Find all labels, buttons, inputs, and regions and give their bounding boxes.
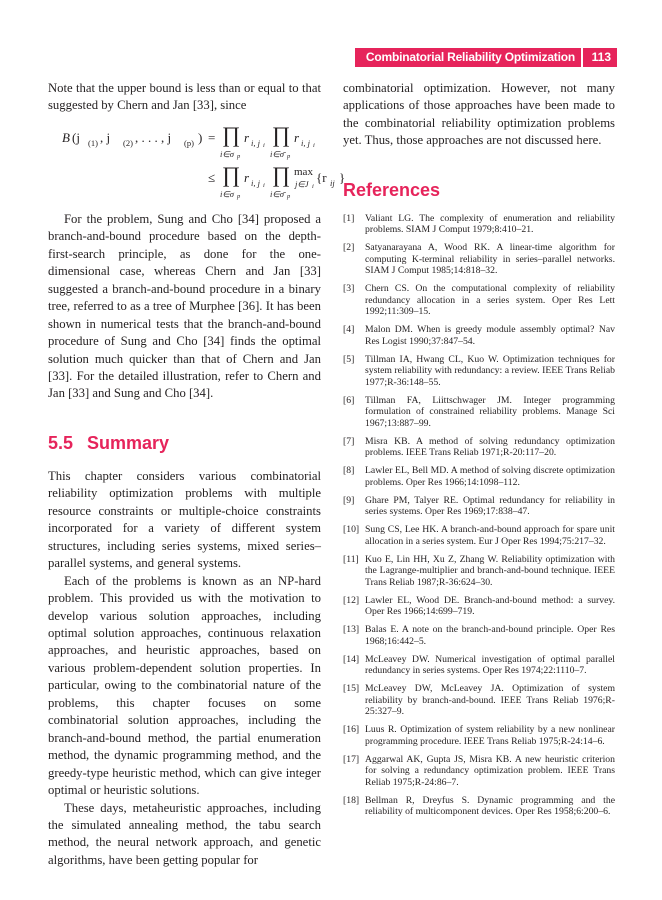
header-separator [581, 48, 583, 67]
reference-text: Kuo E, Lin HH, Xu Z, Zhang W. Reliability optimization with the Lagrange-multiplier and branch-and-bound technique. IEEE Trans Reliab 1987;R-36:624–30. [365, 553, 615, 588]
eq-r-3: r [244, 169, 250, 185]
reference-text: Ghare PM, Talyer RE. Optimal redundancy for reliability in series systems. Oper Res 1969;17:838–47. [365, 494, 615, 518]
reference-item [343, 624, 615, 647]
reference-number: [11] [343, 553, 359, 565]
eq-max-sub-i: i [312, 182, 314, 190]
eq-r-2-sub: i, j [301, 137, 310, 148]
reference-number: [13] [343, 624, 360, 636]
reference-number: [4] [343, 324, 355, 336]
reference-text: Lawler EL, Wood DE. Branch-and-bound method: a survey. Oper Res 1966;14:699–719. [365, 594, 615, 618]
reference-item [343, 595, 615, 618]
eq-equals-sign: = [208, 129, 216, 145]
eq-under-sigma-1: i∈σ [220, 148, 234, 159]
summary-paragraph-2: Each of the problems is known as an NP-hard problem. This provided us with the motivation to develop various solution approaches, including optimal solution approaches, continuous relaxation approaches, and heuristic approaches, based on various problem-dependent solution properties. In particular, owing to the combinatorial nature of the problems, this chapter focuses on some combinatorial solution approaches, including the branch-and-bound method, the partial enumeration method, the dynamic programming method, and the greedy-type heuristic method, which can give integer optimal or heuristic solutions. [48, 573, 321, 798]
eq-max-arg: {r [316, 169, 327, 185]
running-title: Combinatorial Reliability Optimization [365, 50, 575, 64]
reference-item [343, 283, 615, 318]
bnb-paragraph: For the problem, Sung and Cho [34] proposed a branch-and-bound procedure based on the depth-first-search principle, as done for the one-dimensional case, whereas Chern and Jan [33] suggested a branch-and-bound procedure in a binary tree, referred to as a tree of Murphee [36]. It has been shown in numerical tests that the branch-and-bound procedure of Sung and Cho [34] finds the optimal solution much quicker than that of Chern and Jan [33]. For the detailed illustration, refer to Chern and Jan [33] and Sung and Cho [34]. [48, 211, 321, 401]
eq-product-2: ∏ [272, 121, 291, 147]
section-title: Summary [87, 432, 170, 453]
eq-lhs-args: (j [72, 129, 80, 145]
reference-item [343, 436, 615, 459]
reference-item [343, 724, 615, 747]
eq-under-sigmabar-1: i∈σ̄ [270, 148, 284, 159]
reference-number: [7] [343, 435, 355, 447]
reference-number: [18] [343, 794, 360, 806]
references-heading: References [343, 179, 441, 200]
reference-item [343, 495, 615, 518]
right-column [343, 80, 615, 824]
section-number: 5.5 [48, 432, 74, 453]
reference-number: [16] [343, 724, 360, 736]
eq-lhs-close: ) [198, 129, 203, 145]
eq-max-arg-close: } [339, 169, 346, 185]
eq-r-1-sub: i, j [251, 137, 260, 148]
reference-item [343, 754, 615, 789]
reference-number: [5] [343, 353, 355, 365]
reference-item [343, 654, 615, 677]
reference-number: [14] [343, 653, 360, 665]
eq-product-1: ∏ [222, 121, 241, 147]
eq-max-arg-sub: ij [330, 177, 335, 188]
eq-r-2: r [294, 129, 300, 145]
reference-item [343, 213, 615, 236]
reference-text: Aggarwal AK, Gupta JS, Misra KB. A new heuristic criterion for solving a redundancy optimization problem. IEEE Trans Reliab 1975;R-24:86–7. [365, 753, 615, 788]
reference-number: [8] [343, 465, 355, 477]
eq-under-sigmabar-2: i∈σ̄ [270, 188, 284, 199]
reference-text: Lawler EL, Bell MD. A method of solving discrete optimization problems. Oper Res 1966;14:1098–112. [365, 465, 615, 488]
eq-lhs-sub-1: (1) [88, 137, 98, 148]
upper-bound-equation [48, 115, 346, 205]
intro-paragraph: Note that the upper bound is less than or equal to that suggested by Chern and Jan [33], since [48, 81, 321, 113]
eq-under-sigmabar-2-p: p [287, 192, 291, 200]
eq-lhs-sub-2: (2) [123, 137, 133, 148]
reference-number: [6] [343, 394, 355, 406]
reference-text: Luus R. Optimization of system reliability by a new nonlinear programming procedure. IEEE Trans Reliab 1975;R-24:14–6. [365, 724, 615, 747]
eq-lhs-comma-1: , j [100, 129, 111, 145]
reference-text: Valiant LG. The complexity of enumeration and reliability problems. SIAM J Comput 1979;8:410–21. [365, 212, 615, 236]
eq-under-sigma-2-p: p [237, 192, 241, 200]
eq-r-1-subsub: i [263, 141, 265, 149]
summary-paragraph-1: This chapter considers various combinatorial reliability optimization problems with multiple resource constraints or multiple-choice constraints incorporated for a variety of different system structures, including series systems, mixed series–parallel systems, and general systems. [48, 468, 321, 571]
reference-text: Satyanarayana A, Wood RK. A linear-time algorithm for computing K-terminal reliability in series–parallel networks. SIAM J Comput 1985;14:818–32. [365, 242, 615, 277]
reference-item [343, 554, 615, 589]
eq-lhs-b: B [62, 129, 70, 145]
reference-text: Tillman IA, Hwang CL, Kuo W. Optimization techniques for system reliability with redundancy: a review. IEEE Trans Reliab 1977;R-36:148–55. [365, 353, 615, 388]
eq-r-3-subsub: i [263, 181, 265, 189]
reference-number: [12] [343, 594, 360, 606]
reference-text: Bellman R, Dreyfus S. Dynamic programming and the reliability of multicomponent devices. Oper Res 1958;6:200–6. [365, 794, 615, 818]
reference-number: [15] [343, 683, 360, 695]
reference-item [343, 395, 615, 430]
reference-list [343, 213, 615, 818]
eq-leq-sign: ≤ [208, 169, 216, 185]
eq-under-sigmabar-1-p: p [287, 152, 291, 160]
eq-max-sub: j∈J [295, 178, 309, 189]
reference-item [343, 324, 615, 347]
left-column [48, 80, 346, 869]
eq-lhs-comma-2: , . . . , j [135, 129, 172, 145]
reference-text: Chern CS. On the computational complexity of reliability redundancy allocation in a series system. Oper Res Lett 1992;11:309–15. [365, 283, 615, 318]
reference-item [343, 683, 615, 718]
eq-under-sigma-2: i∈σ [220, 188, 234, 199]
reference-text: Malon DM. When is greedy module assembly optimal? Nav Res Logist 1990;37:847–54. [365, 324, 615, 347]
continuation-paragraph: combinatorial optimization. However, not many applications of those approaches have been made to the combinatorial reliability optimization problems yet. Thus, those approaches are not discussed here. [343, 81, 615, 148]
reference-number: [10] [343, 524, 360, 536]
running-header [355, 48, 617, 67]
eq-product-3: ∏ [222, 161, 241, 187]
reference-item [343, 795, 615, 818]
eq-r-3-sub: i, j [251, 177, 260, 188]
reference-text: Sung CS, Lee HK. A branch-and-bound approach for spare unit allocation in a series system. Eur J Oper Res 1994;75:217–32. [365, 524, 615, 547]
eq-r-1: r [244, 129, 250, 145]
reference-item [343, 524, 615, 547]
reference-number: [9] [343, 494, 355, 506]
reference-text: McLeavey DW, McLeavey JA. Optimization of system reliability by branch-and-bound. IEEE Trans Reliab 1976;R-25:327–9. [365, 683, 615, 718]
reference-item [343, 242, 615, 277]
eq-max: max [294, 165, 313, 178]
reference-item [343, 465, 615, 488]
section-heading [48, 433, 321, 454]
reference-text: Misra KB. A method of solving redundancy optimization problems. IEEE Trans Reliab 1971;R-20:117–20. [365, 435, 615, 459]
reference-item [343, 354, 615, 389]
reference-number: [3] [343, 283, 355, 295]
eq-r-2-subsub: i [313, 141, 315, 149]
reference-text: Tillman FA, Liittschwager JM. Integer programming formulation of constrained reliability problems. Manage Sci 1967;13:887–99. [365, 394, 615, 429]
reference-number: [1] [343, 212, 355, 224]
eq-lhs-sub-p: (p) [184, 137, 194, 148]
eq-under-sigma-1-p: p [237, 152, 241, 160]
reference-number: [17] [343, 753, 360, 765]
reference-number: [2] [343, 242, 355, 254]
page-number: 113 [591, 50, 611, 64]
eq-product-4: ∏ [272, 161, 291, 187]
summary-paragraph-3: These days, metaheuristic approaches, including the simulated annealing method, the tabu search method, the neural network approach, and genetic algorithms, have been getting popular for [48, 800, 321, 867]
reference-text: Balas E. A note on the branch-and-bound principle. Oper Res 1968;16:442–5. [365, 624, 615, 647]
reference-text: McLeavey DW. Numerical investigation of optimal parallel redundancy in series systems. Oper Res 1974;22:1110–7. [365, 653, 615, 677]
